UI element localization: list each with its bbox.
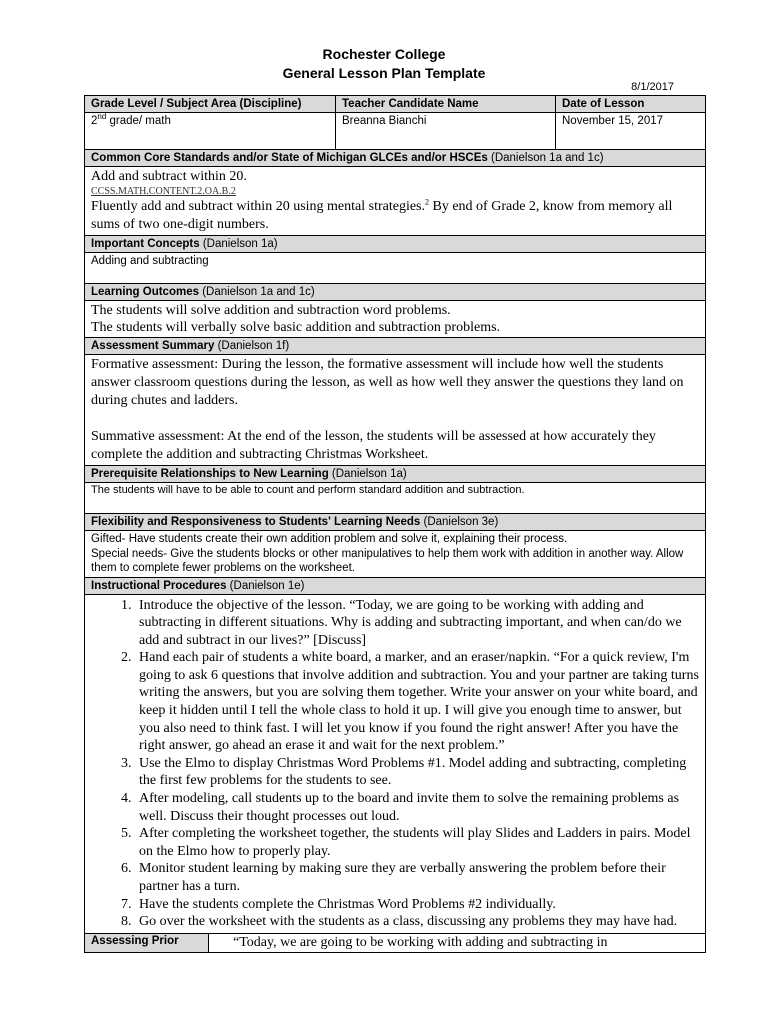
procedure-step: 5. After completing the worksheet together, the students will play Slides and Ladders in pairs. Model on the Elmo how to properly play. bbox=[135, 825, 699, 860]
prereq-body: The students will have to be able to count and perform standard addition and subtraction. bbox=[84, 482, 706, 513]
procedure-step: 7. Have the students complete the Christmas Word Problems #2 individually. bbox=[135, 896, 699, 914]
teacher-name-value: Breanna Bianchi bbox=[335, 113, 555, 149]
standards-header: Common Core Standards and/or State of Michigan GLCEs and/or HSCEs (Danielson 1a and 1c) bbox=[84, 149, 706, 166]
assessment-body bbox=[84, 354, 706, 465]
procedure-step: 4. After modeling, call students up to the board and invite them to solve the remaining problems as well. Discuss their thought processes out loud. bbox=[135, 790, 699, 825]
lesson-plan-table bbox=[84, 95, 706, 953]
grade-level-value: 2nd grade/ math bbox=[91, 112, 171, 127]
standards-code-link[interactable]: CCSS.MATH.CONTENT.2.OA.B.2 bbox=[91, 186, 236, 197]
date-header: Date of Lesson bbox=[555, 96, 705, 112]
outcome-1: The students will solve addition and subtraction word problems. bbox=[91, 303, 451, 318]
procedures-header: Instructional Procedures (Danielson 1e) bbox=[84, 577, 706, 594]
gifted-note: Gifted- Have students create their own addition problem and solve it, explaining their process. bbox=[91, 533, 568, 545]
formative-assessment: Formative assessment: During the lesson, the formative assessment will include how well the students answer classroom questions during the lesson, as well as how well they answer the questions they land on during chutes and ladders. bbox=[91, 357, 684, 408]
info-values-row bbox=[84, 112, 706, 149]
standards-body bbox=[84, 166, 706, 235]
standards-line-2: Fluently add and subtract within 20 using mental strategies.$^2$ By end of Grade 2, know from memory all sums of two one-digit numbers. bbox=[91, 197, 673, 232]
procedure-step: 8. Go over the worksheet with the students as a class, discussing any problems they may have had. bbox=[135, 913, 699, 931]
template-title: General Lesson Plan Template bbox=[282, 65, 486, 81]
assessing-prior-text: “Today, we are going to be working with adding and subtracting in bbox=[233, 934, 608, 950]
concepts-header: Important Concepts (Danielson 1a) bbox=[84, 235, 706, 252]
procedure-step: 3. Use the Elmo to display Christmas Word Problems #1. Model adding and subtracting, completing the first few problems for the students to see. bbox=[135, 755, 699, 790]
date-stamp: 8/1/2017 bbox=[631, 81, 674, 93]
outcomes-header: Learning Outcomes (Danielson 1a and 1c) bbox=[84, 283, 706, 300]
assessment-header: Assessment Summary (Danielson 1f) bbox=[84, 337, 706, 354]
flex-header: Flexibility and Responsiveness to Students' Learning Needs (Danielson 3e) bbox=[84, 513, 706, 530]
college-name: Rochester College bbox=[322, 46, 446, 62]
procedure-list bbox=[85, 595, 705, 933]
special-needs-note: Special needs- Give the students blocks or other manipulatives to help them work with addition in another way. Allow them to complete fewer problems on the worksheet. bbox=[91, 547, 684, 574]
procedure-step: 2. Hand each pair of students a white board, a marker, and an eraser/napkin. “For a quick review, I'm going to ask 6 questions that involve addition and subtraction. You and your partner are taking turns writing the answers, but you are solving them together. Write your answer on your white board, and keep it hidden until I tell the whole class to hold it up. I will give you enough time to answer, but you also need to think fast. I will let you know if you found the right answer! After you have the right answer, go ahead an erase it and wait for the next problem.” bbox=[135, 649, 699, 755]
grade-level-header: Grade Level / Subject Area (Discipline) bbox=[91, 98, 302, 110]
summative-assessment: Summative assessment: At the end of the lesson, the students will be assessed at how accurately they complete the addition and subtracting Christmas Worksheet. bbox=[91, 429, 656, 462]
info-header-row bbox=[84, 95, 706, 112]
concepts-body: Adding and subtracting bbox=[84, 252, 706, 283]
procedure-step: 6. Monitor student learning by making sure they are verbally answering the problem before their partner has a turn. bbox=[135, 860, 699, 895]
flex-body bbox=[84, 530, 706, 577]
outcome-2: The students will verbally solve basic addition and subtraction problems. bbox=[91, 320, 501, 335]
date-value: November 15, 2017 bbox=[555, 113, 705, 149]
prereq-header: Prerequisite Relationships to New Learning (Danielson 1a) bbox=[84, 465, 706, 482]
teacher-name-header: Teacher Candidate Name bbox=[335, 96, 555, 112]
assessing-prior-label: Assessing Prior bbox=[85, 934, 209, 952]
procedures-body bbox=[84, 594, 706, 933]
standards-line-1: Add and subtract within 20. bbox=[91, 169, 247, 184]
assessing-prior-row bbox=[84, 933, 706, 953]
procedure-step: 1. Introduce the objective of the lesson. “Today, we are going to be working with adding and subtracting in different situations. Why is adding and subtracting important, and when can/do we add and subtract in our lives?” [Discuss] bbox=[135, 597, 699, 650]
outcomes-body bbox=[84, 300, 706, 337]
